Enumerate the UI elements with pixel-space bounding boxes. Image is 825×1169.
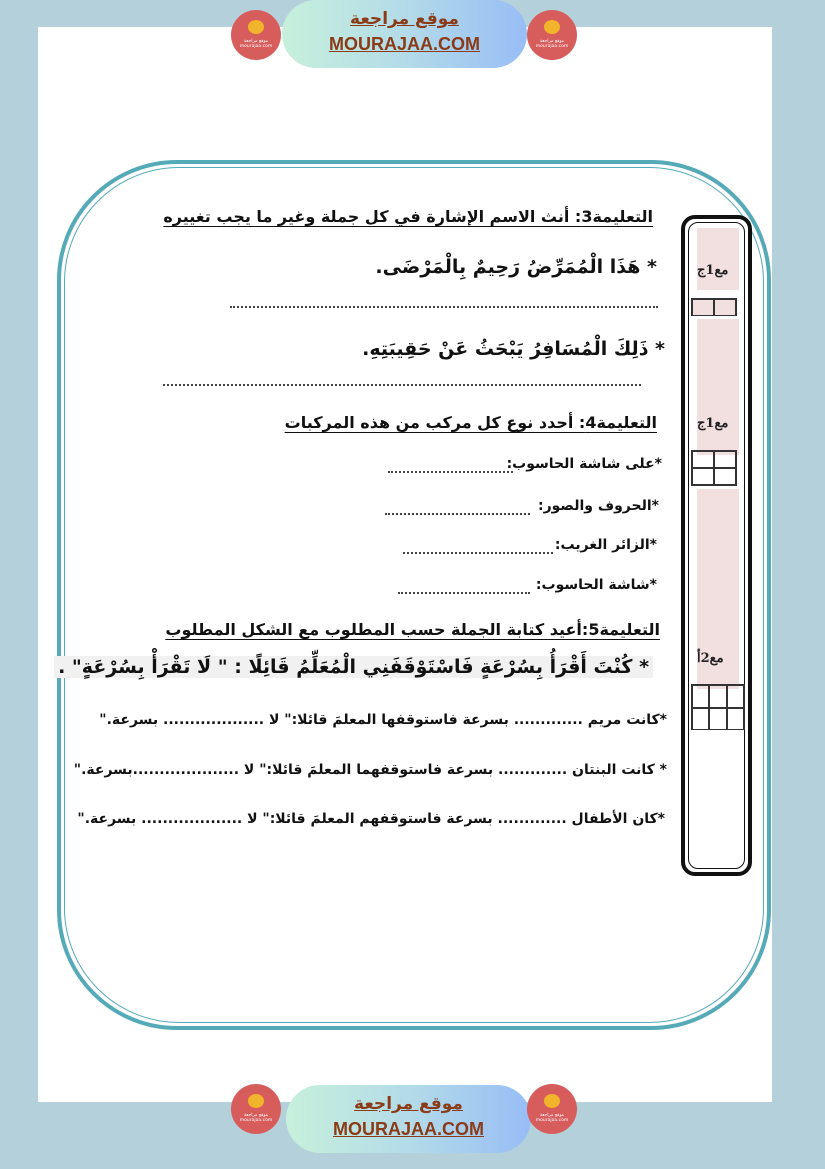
book-icon: [544, 1094, 560, 1108]
logo-caption: موقع مراجعة mourajaa.com: [535, 39, 569, 49]
answer-line[interactable]: [403, 552, 553, 554]
logo-caption: موقع مراجعة mourajaa.com: [535, 1113, 569, 1123]
site-name-english: MOURAJAA.COM: [329, 34, 480, 54]
exercise-5-heading: التعليمة5:أعيد كتابة الجملة حسب المطلوب مع الشكل المطلوب: [165, 620, 660, 639]
exercise-3-sentence-1: * هَذَا الْمُمَرِّضُ رَحِيمٌ بِالْمَرْضَى.: [375, 256, 657, 278]
answer-line[interactable]: [398, 592, 530, 594]
exercise-4-heading: التعليمة4: أحدد نوع كل مركب من هذه المركبات: [284, 413, 657, 432]
answer-line[interactable]: [163, 384, 641, 386]
site-logo-left: [231, 1084, 281, 1134]
grading-label-2: مع1ج: [697, 416, 729, 431]
exercise-3-heading: التعليمة3: أنث الاسم الإشارة في كل جملة وغير ما يجب تغييره: [163, 207, 653, 226]
answer-line[interactable]: [230, 306, 658, 308]
exercise-5-item-3: *كان الأطفال ............. بسرعة فاستوقفهم المعلمَ قائلا:" لا ................... بسرعة.": [77, 811, 665, 827]
exercise-5-model-sentence: * كُنْتَ أَقْرَأُ بِسُرْعَةٍ فَاسْتَوْقَفَنِي الْمُعَلِّمُ قَائِلًا : " لَا تَقْرَأْ بِسُرْعَةٍ" .: [54, 656, 653, 678]
exercise-4-item-2: *الحروف والصور:: [537, 498, 659, 514]
site-name-english: MOURAJAA.COM: [333, 1119, 484, 1139]
exercise-4-item-3: *الزائر الغريب:: [554, 537, 657, 553]
exercise-4-item-1: *على شاشة الحاسوب:: [506, 456, 662, 472]
logo-caption: موقع مراجعة mourajaa.com: [239, 1113, 273, 1123]
exercise-3-sentence-2: * ذَلِكَ الْمُسَافِرُ يَبْحَثُ عَنْ حَقِيبَتِهِ.: [362, 338, 665, 360]
exercise-5-item-2: * كانت البنتان ............. بسرعة فاستوقفهما المعلمَ قائلا:" لا ....................بسرعة.": [73, 762, 667, 778]
grading-label-1: مع1ج: [697, 263, 729, 278]
answer-line[interactable]: [385, 513, 530, 515]
exercise-4-item-4: *شاشة الحاسوب:: [535, 577, 657, 593]
site-logo-right: [527, 1084, 577, 1134]
answer-line[interactable]: [388, 471, 513, 473]
site-link[interactable]: [286, 1085, 531, 1153]
book-icon: [248, 1094, 264, 1108]
site-banner-bottom: [0, 1080, 825, 1160]
site-name-arabic: موقع مراجعة: [350, 9, 459, 29]
grading-label-3: مع2أ: [697, 651, 724, 666]
exercise-5-item-1: *كانت مريم ............. بسرعة فاستوقفها المعلمَ قائلا:" لا ................... بسرعة.": [99, 712, 667, 728]
logo-caption: موقع مراجعة mourajaa.com: [239, 39, 273, 49]
site-name-arabic: موقع مراجعة: [354, 1094, 463, 1114]
